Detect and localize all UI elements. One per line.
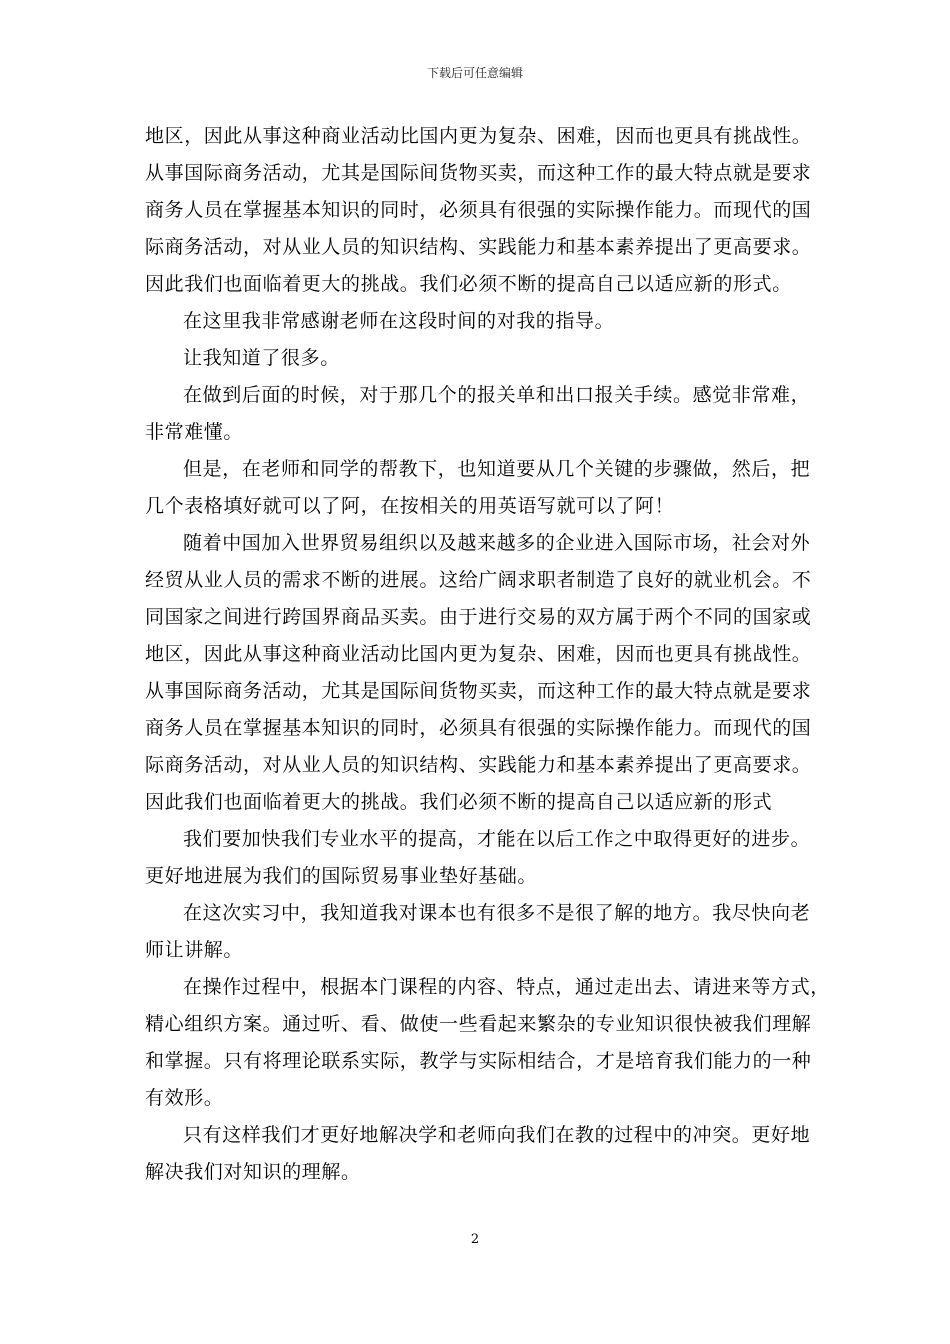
text-line: 但是，在老师和同学的帮教下，也知道要从几个关键的步骤做，然后，把 — [183, 458, 811, 480]
text-line: 地区，因此从事这种商业活动比国内更为复杂、困难，因而也更具有挑战性。 — [145, 125, 812, 147]
text-line: 非常难懂。 — [145, 421, 244, 443]
page-header: 下载后可任意编辑 — [426, 66, 523, 80]
text-line: 师让讲解。 — [145, 939, 244, 961]
text-line: 更好地进展为我们的国际贸易事业垫好基础。 — [145, 865, 538, 887]
text-line: 际商务活动，对从业人员的知识结构、实践能力和基本素养提出了更高要求。 — [145, 236, 812, 258]
text-line: 从事国际商务活动，尤其是国际间货物买卖，而这种工作的最大特点就是要求 — [145, 162, 812, 184]
page-number: 2 — [470, 1232, 480, 1247]
text-line: 精心组织方案。通过听、看、做使一些看起来繁杂的专业知识很快被我们理解 — [145, 1013, 812, 1035]
text-line: 让我知道了很多。 — [183, 347, 340, 369]
text-line: 商务人员在掌握基本知识的同时，必须具有很强的实际操作能力。而现代的国 — [145, 199, 812, 221]
text-line: 有效形。 — [145, 1087, 224, 1109]
text-line: 同国家之间进行跨国界商品买卖。由于进行交易的双方属于两个不同的国家或 — [145, 606, 812, 628]
text-line: 和掌握。只有将理论联系实际，教学与实际相结合，才是培育我们能力的一种 — [145, 1050, 812, 1072]
text-line: 商务人员在掌握基本知识的同时，必须具有很强的实际操作能力。而现代的国 — [145, 717, 812, 739]
text-line: 地区，因此从事这种商业活动比国内更为复杂、困难，因而也更具有挑战性。 — [145, 643, 812, 665]
text-line: 因此我们也面临着更大的挑战。我们必须不断的提高自己以适应新的形式。 — [145, 273, 792, 295]
document-body — [145, 118, 830, 1191]
text-line: 在这里我非常感谢老师在这段时间的对我的指导。 — [183, 310, 615, 332]
text-line: 随着中国加入世界贸易组织以及越来越多的企业进入国际市场，社会对外 — [183, 532, 811, 554]
text-line: 几个表格填好就可以了阿，在按相关的用英语写就可以了阿！ — [145, 495, 675, 517]
text-line: 经贸从业人员的需求不断的进展。这给广阔求职者制造了良好的就业机会。不 — [145, 569, 812, 591]
text-line: 在操作过程中，根据本门课程的内容、特点，通过走出去、请进来等方式， — [183, 976, 830, 998]
text-line: 际商务活动，对从业人员的知识结构、实践能力和基本素养提出了更高要求。 — [145, 754, 812, 776]
text-line: 从事国际商务活动，尤其是国际间货物买卖，而这种工作的最大特点就是要求 — [145, 680, 812, 702]
text-line: 我们要加快我们专业水平的提高，才能在以后工作之中取得更好的进步。 — [183, 828, 811, 850]
text-line: 在做到后面的时候，对于那几个的报关单和出口报关手续。感觉非常难， — [183, 384, 811, 406]
text-line: 解决我们对知识的理解。 — [145, 1161, 361, 1183]
text-line: 只有这样我们才更好地解决学和老师向我们在教的过程中的冲突。更好地 — [183, 1124, 811, 1146]
text-line: 因此我们也面临着更大的挑战。我们必须不断的提高自己以适应新的形式 — [145, 791, 773, 813]
text-line: 在这次实习中，我知道我对课本也有很多不是很了解的地方。我尽快向老 — [183, 902, 811, 924]
